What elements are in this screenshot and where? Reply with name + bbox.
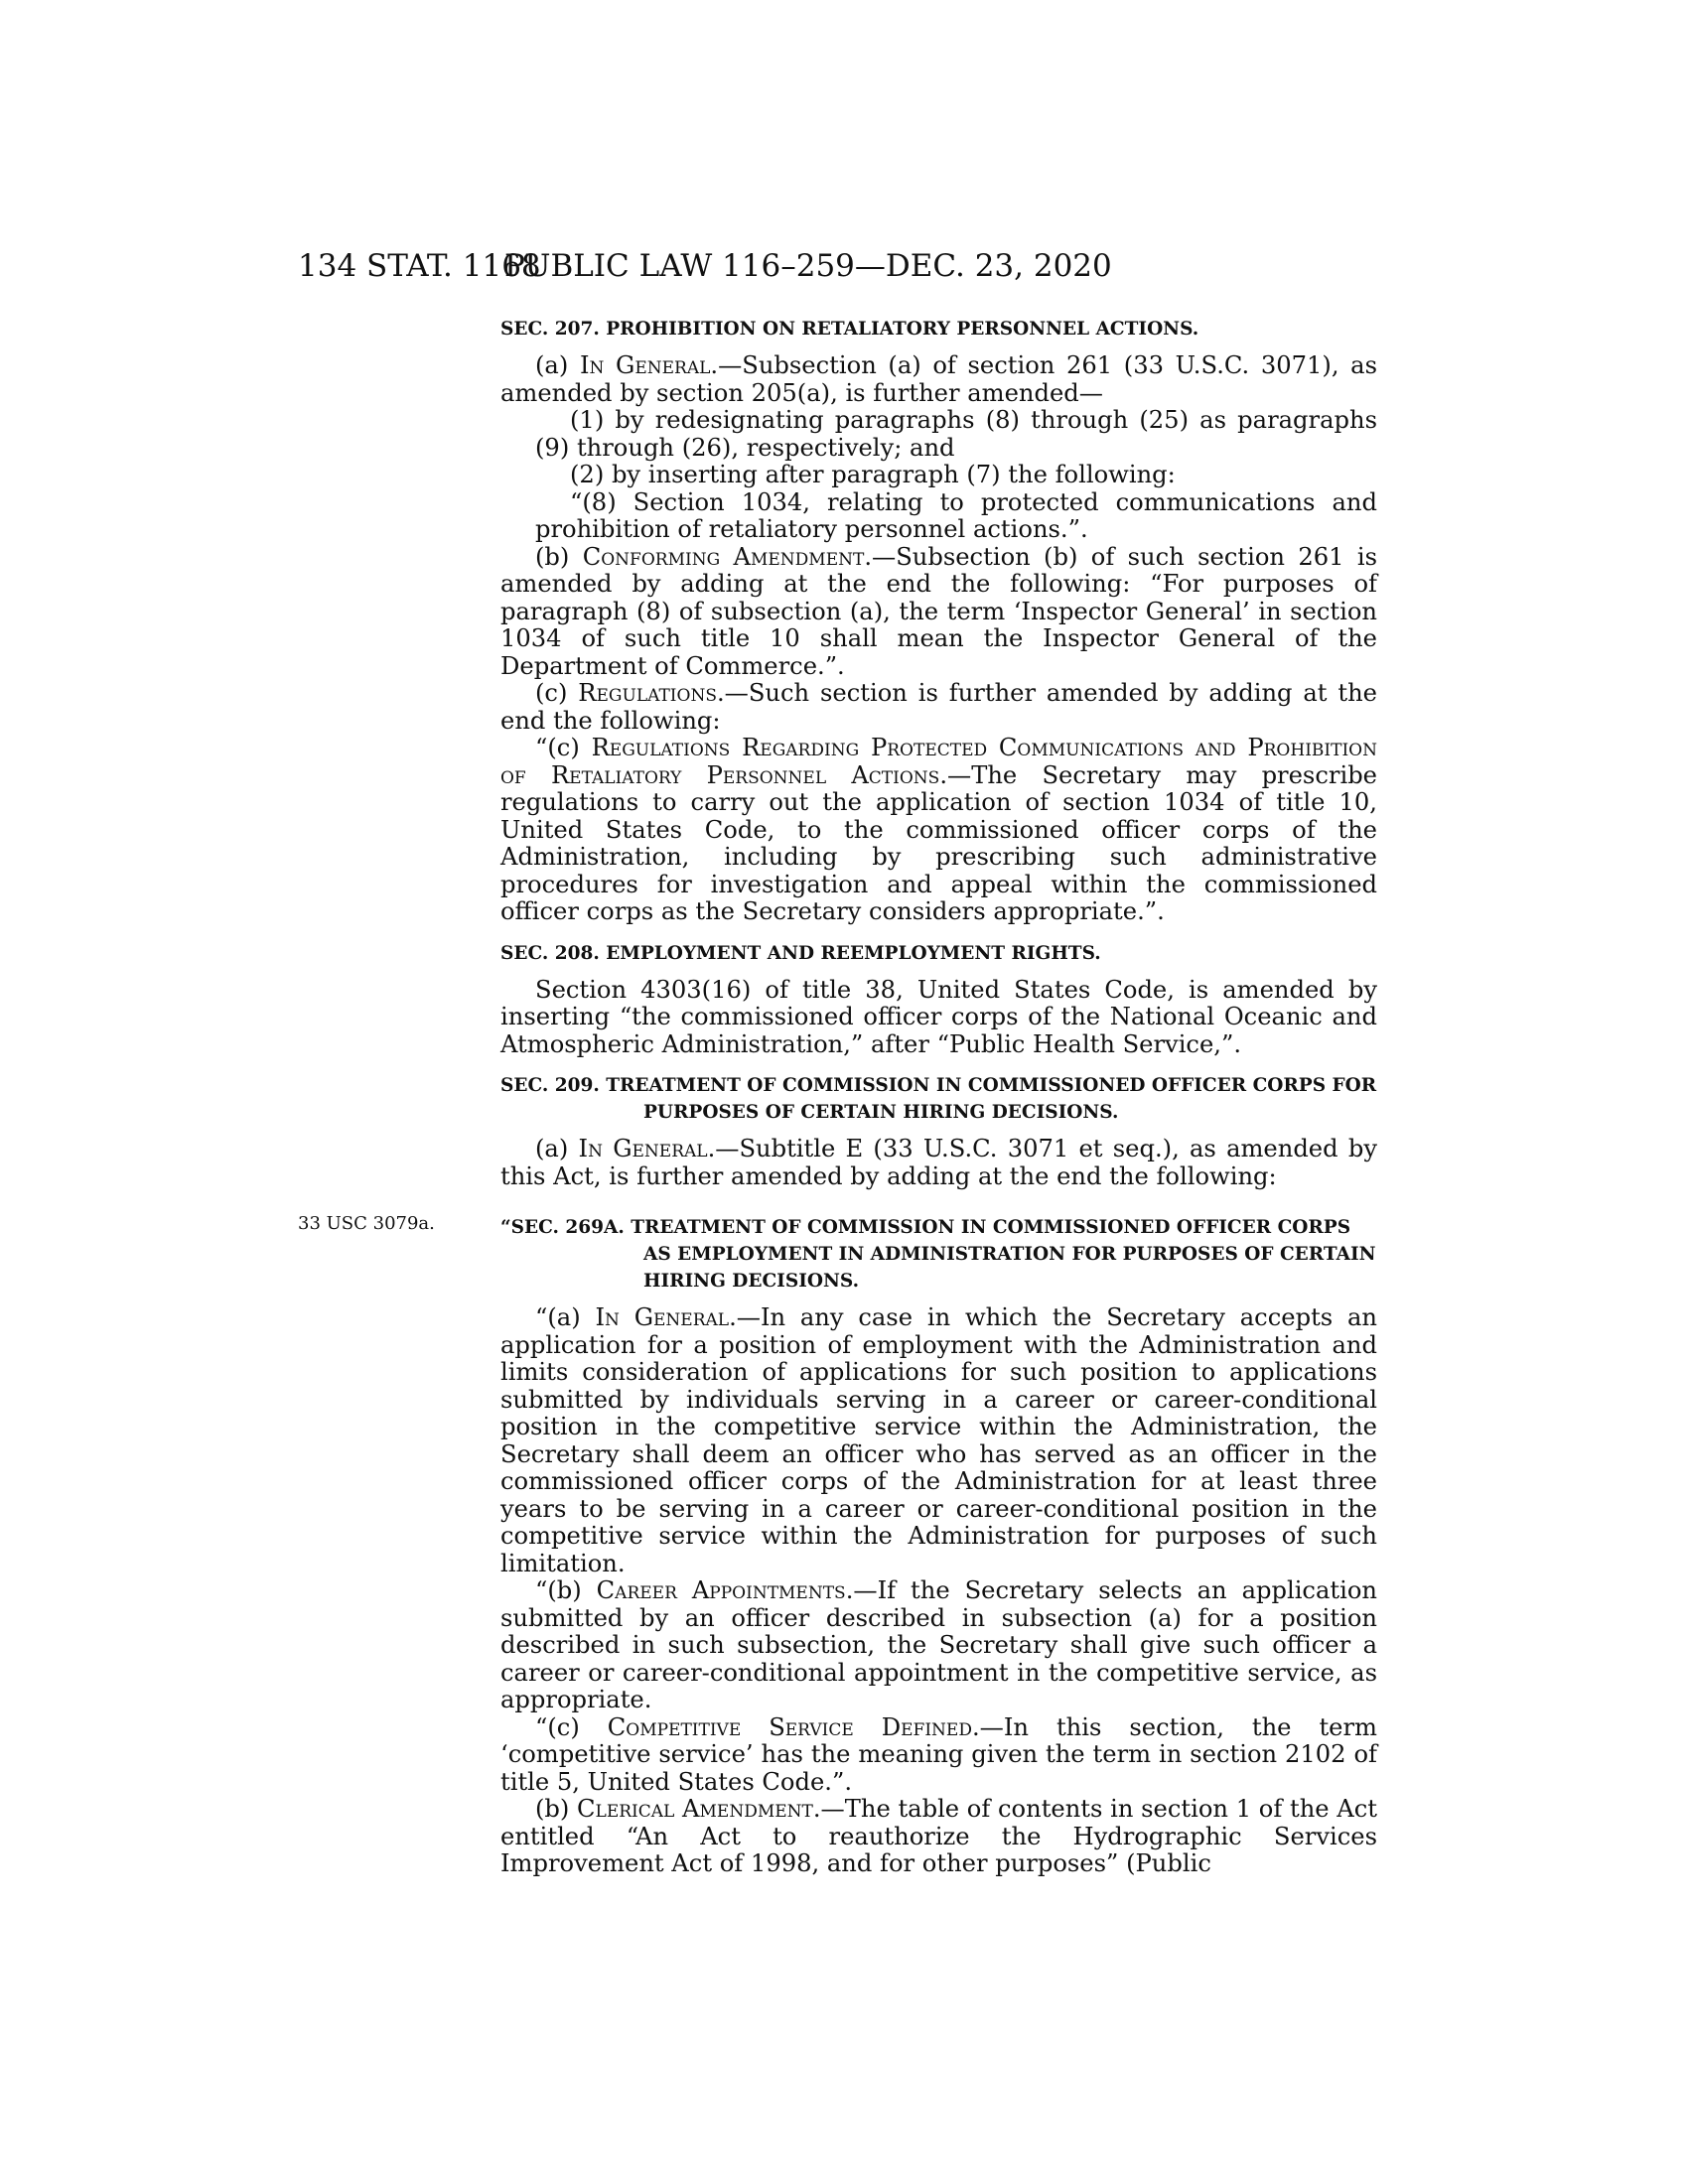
section-269a-subsection-b: “(b) Career Appointments.—If the Secretary selects an application submitted by an officer described in subsection (a) for a position described in such subsection, the Secretary shall give such officer a career or career-conditional appointment in the competitive service, as appropriate. [500, 1576, 1377, 1713]
section-269a-subsection-c: “(c) Competitive Service Defined.—In this section, the term ‘competitive service’ has the meaning given the term in section 2102 of title 5, United States Code.”. [500, 1712, 1377, 1796]
section-209-subsection-a: (a) In General.—Subtitle E (33 U.S.C. 3071 et seq.), as amended by this Act, is further amended by adding at the end the following: [500, 1135, 1377, 1190]
section-207-paragraph-2: (2) by inserting after paragraph (7) the following: [570, 461, 1176, 488]
section-207-quoted-subsection-c: “(c) Regulations Regarding Protected Communications and Prohibition of Retaliatory Personnel Actions.—The Secretary may prescribe regulations to carry out the application of section 1034 of title 10, United States Code, to the commissioned officer corps of the Administration, including by prescribing such administrative procedures for investigation and appeal within the commissioned officer corps as the Secretary considers appropriate.”. [500, 734, 1377, 925]
clerical-amendment: (b) Clerical Amendment.—The table of contents in section 1 of the Act entitled “An Act to reauthorize the Hydrographic Services Improvement Act of 1998, and for other purposes” (Public [500, 1795, 1378, 1877]
law-text-column [500, 316, 1377, 1878]
public-law-title: PUBLIC LAW 116–259—DEC. 23, 2020 [504, 248, 1112, 284]
section-208-heading: SEC. 208. EMPLOYMENT AND REEMPLOYMENT RIGHTS. [500, 942, 1101, 964]
section-207-subsection-a: (a) In General.—Subsection (a) of section 261 (33 U.S.C. 3071), as amended by section 205(a), is further amended— [500, 351, 1377, 407]
section-209-heading: SEC. 209. TREATMENT OF COMMISSION IN COMMISSIONED OFFICER CORPS FOR PURPOSES OF CERTAIN HIRING DECISIONS. [500, 1075, 1377, 1123]
section-207-subsection-b: (b) Conforming Amendment.—Subsection (b) of such section 261 is amended by adding at the end the following: “For purposes of paragraph (8) of subsection (a), the term ‘Inspector General’ in section 1034 of such title 10 shall mean the Inspector General of the Department of Commerce.”. [500, 542, 1377, 680]
statute-page-reference: 134 STAT. 1168 [298, 248, 541, 284]
section-207-quoted-paragraph-8: “(8) Section 1034, relating to protected communications and prohibition of retaliatory personnel actions.”. [535, 487, 1377, 543]
usc-margin-note: 33 USC 3079a. [298, 1213, 435, 1234]
page-header [298, 248, 1380, 288]
section-269a-subsection-a: “(a) In General.—In any case in which the Secretary accepts an application for a position of employment with the Administration and limits consideration of applications for such position to applications submitted by individuals serving in a career or career-conditional position in the competitive service within the Administration, the Secretary shall deem an officer who has served as an officer in the commissioned officer corps of the Administration for at least three years to be serving in a career or career-conditional position in the competitive service within the Administration for purposes of such limitation. [500, 1303, 1377, 1577]
section-207-paragraph-1: (1) by redesignating paragraphs (8) through (25) as paragraphs (9) through (26), respectively; and [535, 406, 1377, 462]
section-207-subsection-c: (c) Regulations.—Such section is further amended by adding at the end the following: [500, 679, 1377, 735]
section-207-heading: SEC. 207. PROHIBITION ON RETALIATORY PERSONNEL ACTIONS. [500, 319, 1199, 340]
section-208-text: Section 4303(16) of title 38, United States Code, is amended by inserting “the commissioned officer corps of the National Oceanic and Atmospheric Administration,” after “Public Health Service,”. [500, 975, 1377, 1058]
section-269a-heading: “SEC. 269A. TREATMENT OF COMMISSION IN COMMISSIONED OFFICER CORPS AS EMPLOYMENT IN ADMINISTRATION FOR PURPOSES OF CERTAIN HIRING DECISIONS. [500, 1217, 1376, 1292]
